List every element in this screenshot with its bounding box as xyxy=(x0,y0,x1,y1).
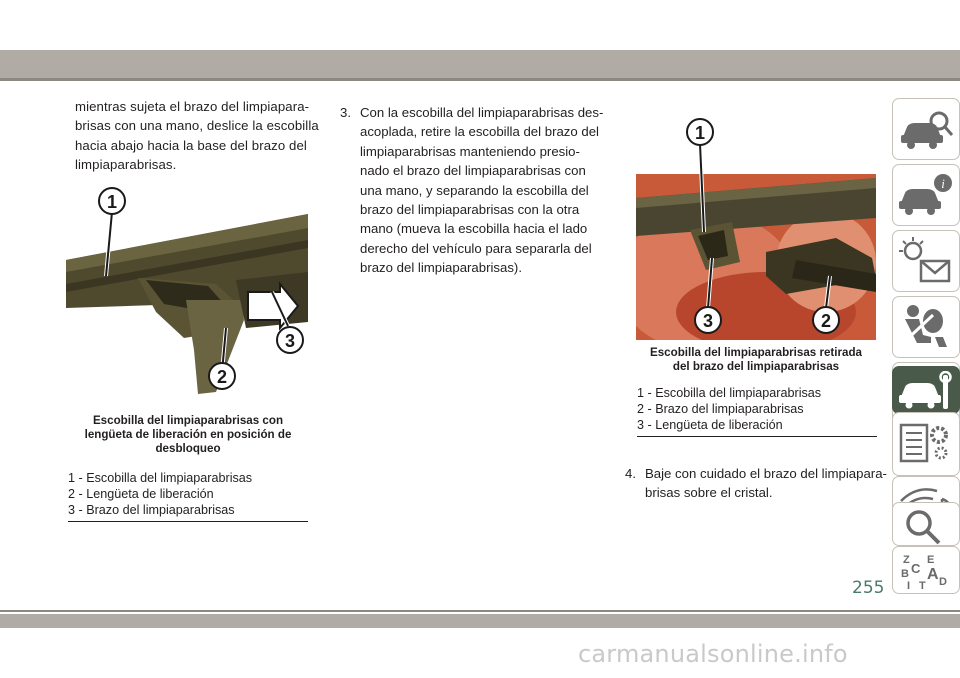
tab-index[interactable] xyxy=(892,546,960,594)
callout-1-label: 1 xyxy=(694,123,706,143)
warning-light-message-icon xyxy=(897,235,955,287)
wiper-photo-illustration xyxy=(66,180,308,402)
step-line: limpiaparabrisas manteniendo presio- xyxy=(360,143,580,159)
car-info-icon xyxy=(897,169,955,221)
index-letter: A xyxy=(927,566,939,583)
caption-line: desbloqueo xyxy=(155,442,221,455)
paragraph-line: mientras sujeta el brazo del limpiapara- xyxy=(75,99,310,114)
header-rule xyxy=(0,78,960,81)
legend-rule xyxy=(637,436,877,437)
tab-safety[interactable] xyxy=(892,296,960,358)
figure-legend xyxy=(68,470,252,518)
caption-line: Escobilla del limpiaparabrisas con xyxy=(92,414,284,427)
legend-item: 2 - Brazo del limpiaparabrisas xyxy=(637,402,804,416)
paragraph-line: brisas con una mano, deslice la escobilla xyxy=(75,118,319,134)
step-line: brisas sobre el cristal. xyxy=(645,485,773,501)
legend-item: 2 - Lengüeta de liberación xyxy=(68,487,214,501)
legend-item: 1 - Escobilla del limpiaparabrisas xyxy=(637,386,822,400)
wiper-removed-photo xyxy=(636,112,876,340)
search-icon xyxy=(897,507,955,547)
index-letters-icon xyxy=(897,551,955,593)
specs-gear-icon xyxy=(897,417,955,469)
tab-technical-specs[interactable] xyxy=(892,412,960,476)
tab-servicing-maintenance[interactable] xyxy=(892,366,960,414)
header-band xyxy=(0,50,960,78)
tab-warning-lights[interactable] xyxy=(892,230,960,292)
step-line: Con la escobilla del limpiaparabrisas des- xyxy=(360,105,604,120)
callout-3-label: 3 xyxy=(702,311,714,331)
index-letter: I xyxy=(907,580,911,592)
callout-3-label: 3 xyxy=(284,331,296,351)
step-line: acoplada, retire la escobilla del brazo del xyxy=(360,124,599,140)
callout-2-label: 2 xyxy=(820,311,832,331)
index-letter: D xyxy=(939,576,947,588)
step-line: brazo del limpiaparabrisas). xyxy=(360,260,522,276)
legend-rule xyxy=(68,521,308,522)
paragraph-line: hacia abajo hacia la base del brazo del xyxy=(75,137,307,153)
airbag-occupant-icon xyxy=(897,301,955,353)
index-letter: B xyxy=(901,568,909,580)
step-line: derecho del vehículo para separarla del xyxy=(360,240,592,256)
figure-legend xyxy=(637,385,821,433)
index-letter: Z xyxy=(903,554,910,566)
caption-line: lengüeta de liberación en posición de xyxy=(84,428,292,441)
wiper-release-tab-photo xyxy=(66,180,308,402)
index-letter: E xyxy=(927,554,935,566)
step-line: una mano, y separando la escobilla del xyxy=(360,182,589,198)
step-number: 3. xyxy=(340,105,351,120)
car-wrench-icon xyxy=(897,371,955,411)
step-3 xyxy=(340,103,604,278)
index-letter: T xyxy=(919,580,926,592)
svg-text:i: i xyxy=(941,176,945,191)
page-number: 255 xyxy=(852,578,885,598)
tab-vehicle-info[interactable] xyxy=(892,164,960,226)
step-number: 4. xyxy=(625,466,636,481)
index-letter: C xyxy=(911,561,921,576)
paragraph-line: limpiaparabrisas. xyxy=(75,157,177,173)
legend-item: 1 - Escobilla del limpiaparabrisas xyxy=(68,471,253,485)
figure-caption xyxy=(636,346,876,374)
callout-1-label: 1 xyxy=(106,192,118,212)
wiper-removed-illustration xyxy=(636,112,876,340)
caption-line: Escobilla del limpiaparabrisas retirada xyxy=(650,346,862,359)
step-line: Baje con cuidado el brazo del limpiapara- xyxy=(645,466,887,481)
left-paragraph xyxy=(75,97,321,175)
footer-rule xyxy=(0,610,960,612)
step-line: nado el brazo del limpiaparabrisas con xyxy=(360,163,586,179)
legend-item: 3 - Brazo del limpiaparabrisas xyxy=(68,503,235,517)
caption-line: del brazo del limpiaparabrisas xyxy=(672,360,840,373)
figure-caption xyxy=(68,414,308,456)
step-line: mano (mueva la escobilla hacia el lado xyxy=(360,221,588,237)
footer-band xyxy=(0,614,960,628)
watermark: carmanualsonline.info xyxy=(578,640,848,668)
car-magnifier-icon xyxy=(897,103,955,155)
callout-2-label: 2 xyxy=(216,367,228,387)
step-line: brazo del limpiaparabrisas con la otra xyxy=(360,202,580,218)
tab-index-search[interactable] xyxy=(892,502,960,546)
step-4 xyxy=(625,464,889,503)
legend-item: 3 - Lengüeta de liberación xyxy=(637,418,783,432)
tab-vehicle-overview[interactable] xyxy=(892,98,960,160)
